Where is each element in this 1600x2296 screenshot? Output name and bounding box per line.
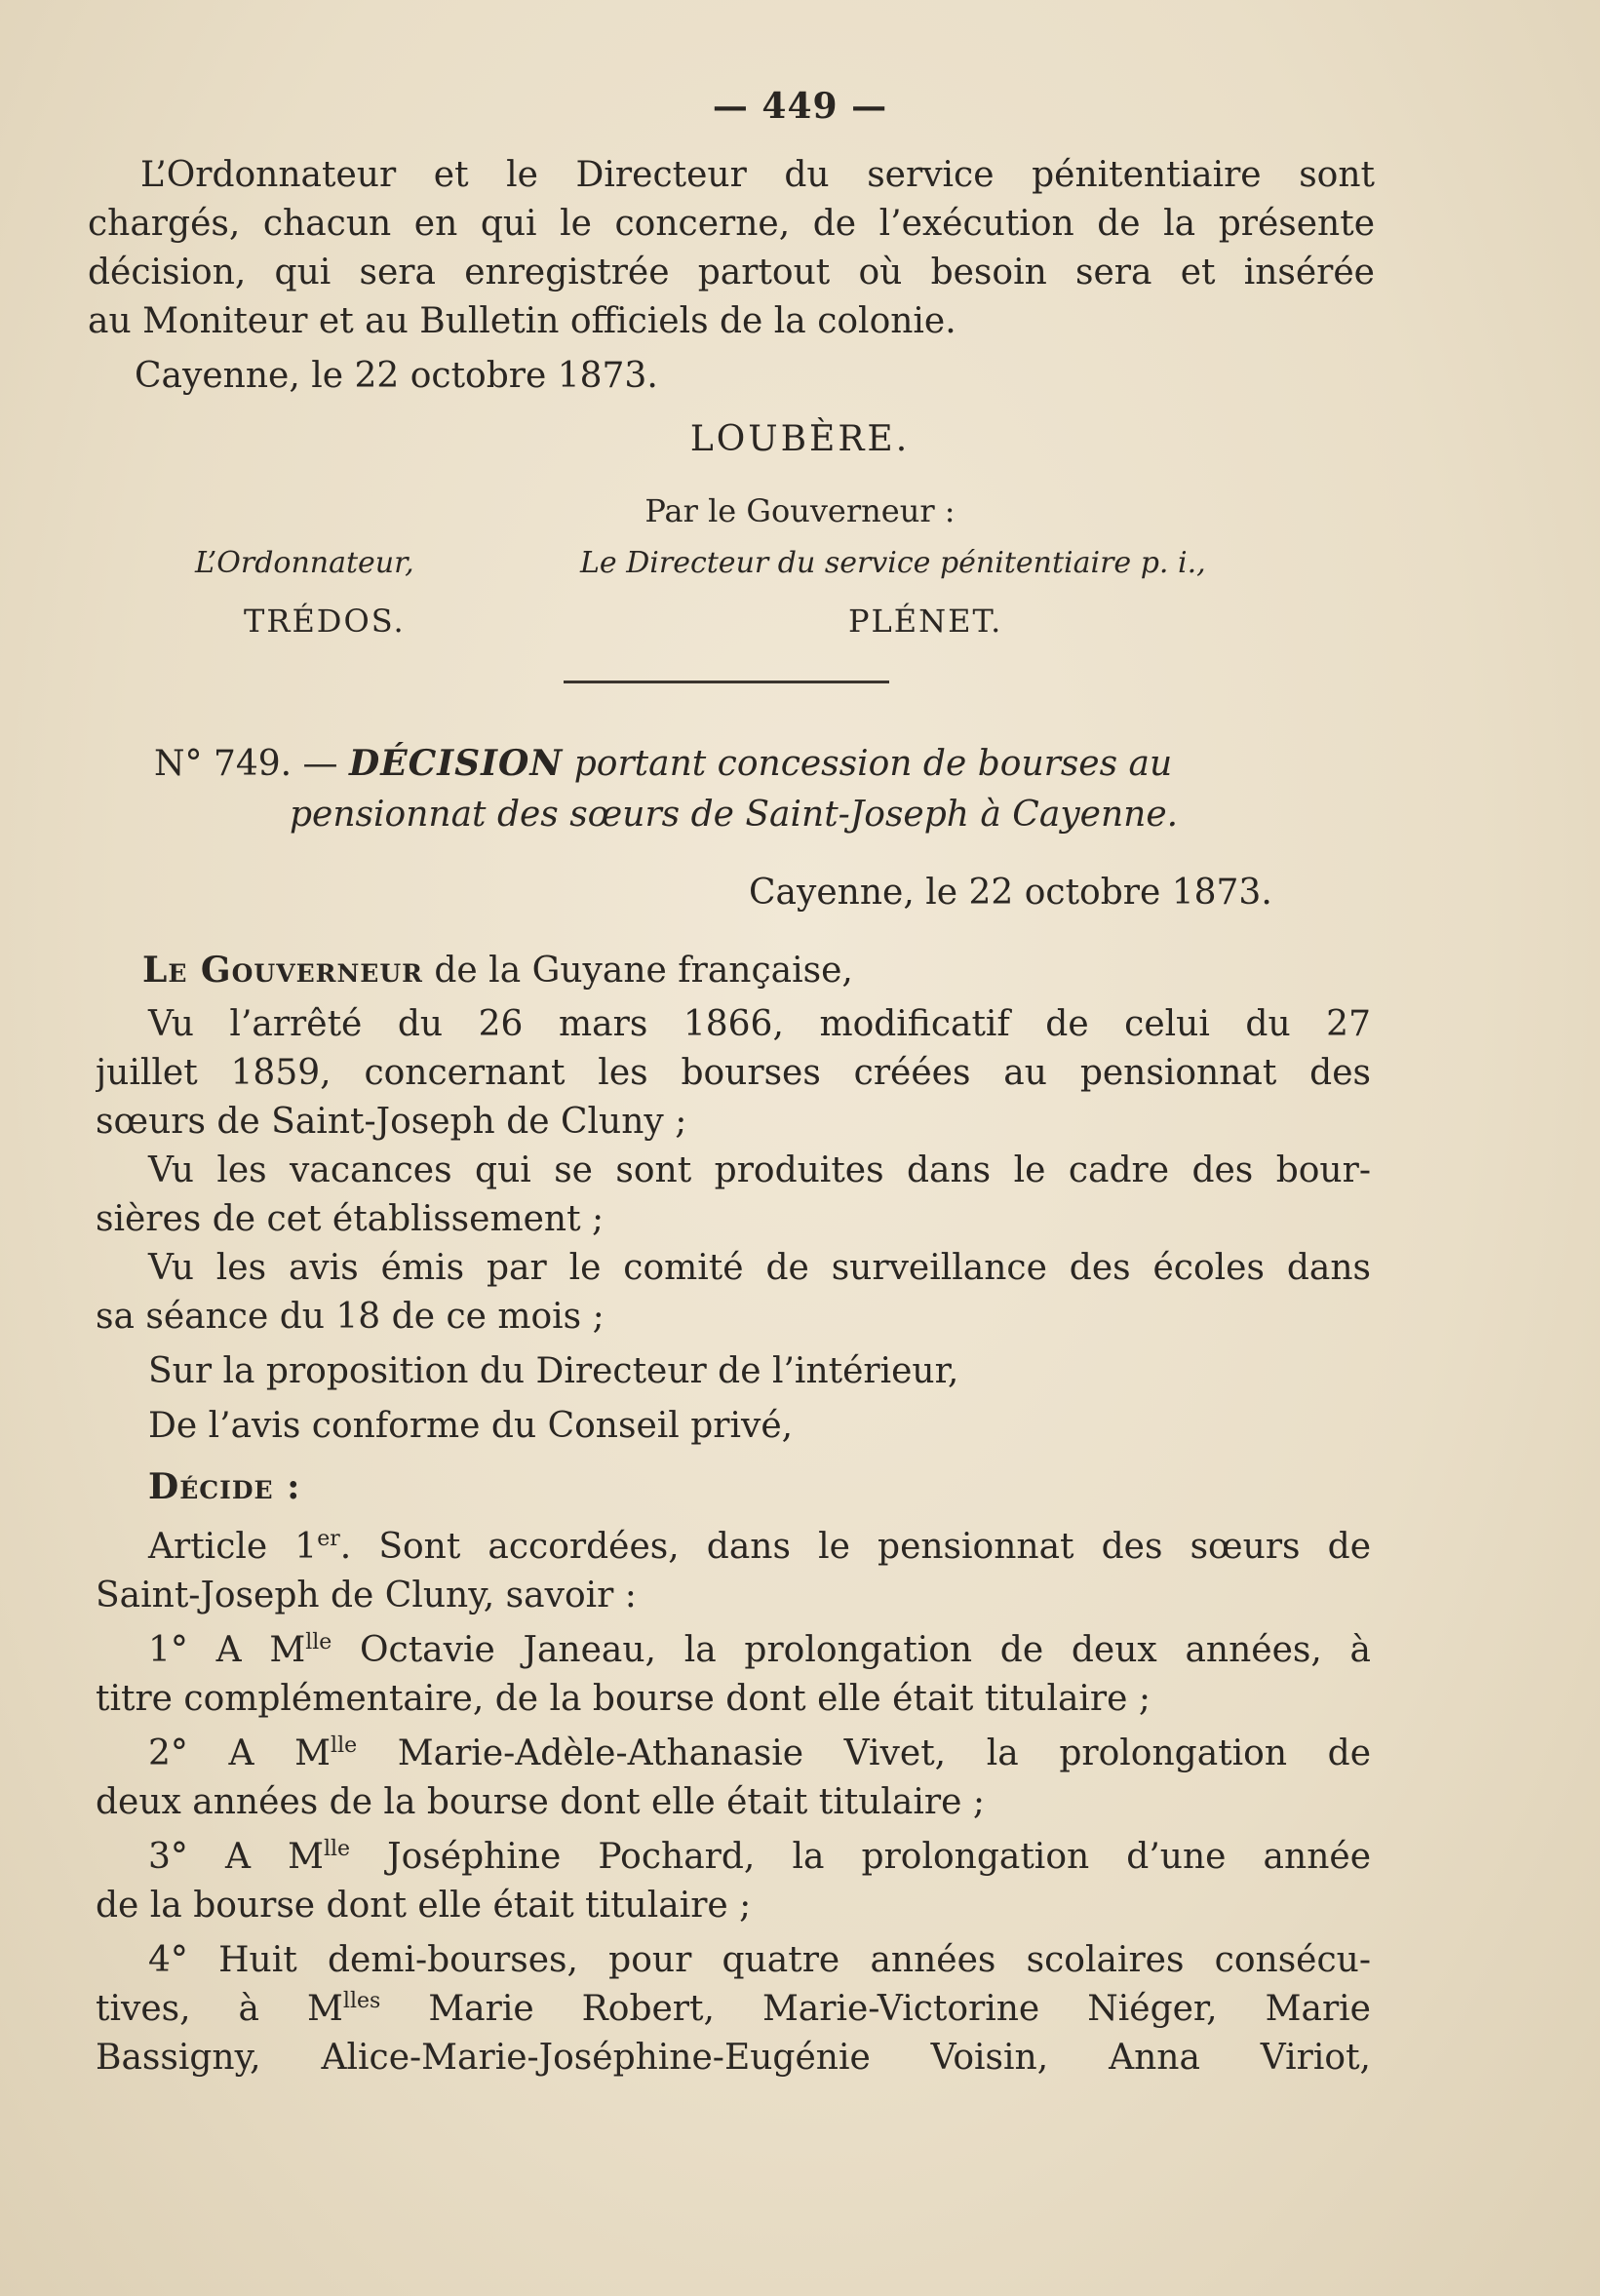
item-sup: lle <box>331 1733 358 1758</box>
article-sup: er <box>317 1527 340 1551</box>
signature-left-title: L’Ordonnateur, <box>195 546 414 580</box>
item-rest: Joséphine Pochard, la prolongation d’une année <box>350 1837 1371 1877</box>
text-line: de la bourse dont elle était titulaire ; <box>96 1886 752 1926</box>
signature-par-le-gouverneur: Par le Gouverneur : <box>644 492 956 529</box>
item-prefix: 2° A M <box>148 1733 332 1773</box>
signature-right-name: PLÉNET. <box>848 603 1003 640</box>
decision-title-rest: portant concession de bourses au <box>573 744 1173 784</box>
text-line: Vu les vacances qui se sont produites dans le cadre des bour- <box>148 1150 1371 1190</box>
item-rest: Octavie Janeau, la prolongation de deux années, à <box>332 1630 1371 1670</box>
governor-label: Le Gouverneur <box>142 950 423 991</box>
item-line <box>96 1833 1371 1882</box>
item-line <box>96 1626 1371 1675</box>
text-line: De l’avis conforme du Conseil privé, <box>148 1406 794 1446</box>
signature-right-title: Le Directeur du service pénitentiaire p. i., <box>580 546 1206 580</box>
text-line: 4° Huit demi-bourses, pour quatre années scolaires consécu- <box>148 1940 1371 1980</box>
decision-body <box>96 946 1371 2082</box>
text-line: juillet 1859, concernant les bourses créées au pensionnat des <box>96 1053 1371 1093</box>
item-sup: lle <box>323 1837 351 1861</box>
signature-governor: LOUBÈRE. <box>689 419 911 459</box>
governor-rest: de la Guyane française, <box>434 951 853 991</box>
item-sup: lle <box>305 1630 332 1654</box>
decision-heading <box>154 743 1172 784</box>
text-line: au Moniteur et au Bulletin officiels de la colonie. <box>88 301 956 341</box>
intro-paragraph <box>88 151 1375 346</box>
text-line: titre complémentaire, de la bourse dont elle était titulaire ; <box>96 1679 1151 1719</box>
item-line <box>96 1730 1371 1778</box>
text-line: deux années de la bourse dont elle était titulaire ; <box>96 1782 985 1822</box>
decide-line <box>96 1462 1371 1511</box>
text-line: sa séance du 18 de ce mois ; <box>96 1297 605 1337</box>
item-prefix: tives, à M <box>96 1989 343 2029</box>
decide-label: Décide : <box>148 1466 301 1507</box>
page-number: — 449 — <box>712 86 888 127</box>
text-line: chargés, chacun en qui le concerne, de l’exécution de la présente <box>88 204 1375 244</box>
item-line <box>96 1985 1371 2034</box>
text-line: Saint-Joseph de Cluny, savoir : <box>96 1576 637 1615</box>
signature-left-name: TRÉDOS. <box>244 603 406 640</box>
item-prefix: 3° A M <box>148 1837 324 1877</box>
text-line: décision, qui sera enregistrée partout où besoin sera et insérée <box>88 253 1375 292</box>
article-rest: . Sont accordées, dans le pensionnat des sœurs de <box>339 1527 1371 1567</box>
text-line: Bassigny, Alice-Marie-Joséphine-Eugénie Voisin, Anna Viriot, <box>96 2038 1371 2078</box>
text-line: L’Ordonnateur et le Directeur du service pénitentiaire sont <box>140 155 1375 195</box>
text-line: Vu les avis émis par le comité de surveillance des écoles dans <box>148 1248 1371 1288</box>
item-prefix: 1° A M <box>148 1630 306 1670</box>
decision-word: DÉCISION <box>349 743 564 784</box>
decision-title-line2: pensionnat des sœurs de Saint-Joseph à Cayenne. <box>290 795 1179 835</box>
item-sup: lles <box>342 1989 381 2013</box>
governor-line <box>96 946 1371 994</box>
section-divider <box>564 681 889 683</box>
item-rest: Marie-Adèle-Athanasie Vivet, la prolongation de <box>357 1733 1371 1773</box>
text-line: sœurs de Saint-Joseph de Cluny ; <box>96 1102 687 1142</box>
dateline-first: Cayenne, le 22 octobre 1873. <box>135 356 658 396</box>
item-rest: Marie Robert, Marie-Victorine Niéger, Marie <box>380 1989 1371 2029</box>
text-line: Sur la proposition du Directeur de l’intérieur, <box>148 1351 959 1391</box>
text-line: sières de cet établissement ; <box>96 1199 605 1239</box>
article-line <box>96 1523 1371 1572</box>
decision-dateline: Cayenne, le 22 octobre 1873. <box>749 873 1272 913</box>
text-line: Vu l’arrêté du 26 mars 1866, modificatif de celui du 27 <box>148 1004 1371 1044</box>
decision-number: N° 749. — <box>154 744 338 784</box>
article-prefix: Article 1 <box>148 1527 318 1567</box>
